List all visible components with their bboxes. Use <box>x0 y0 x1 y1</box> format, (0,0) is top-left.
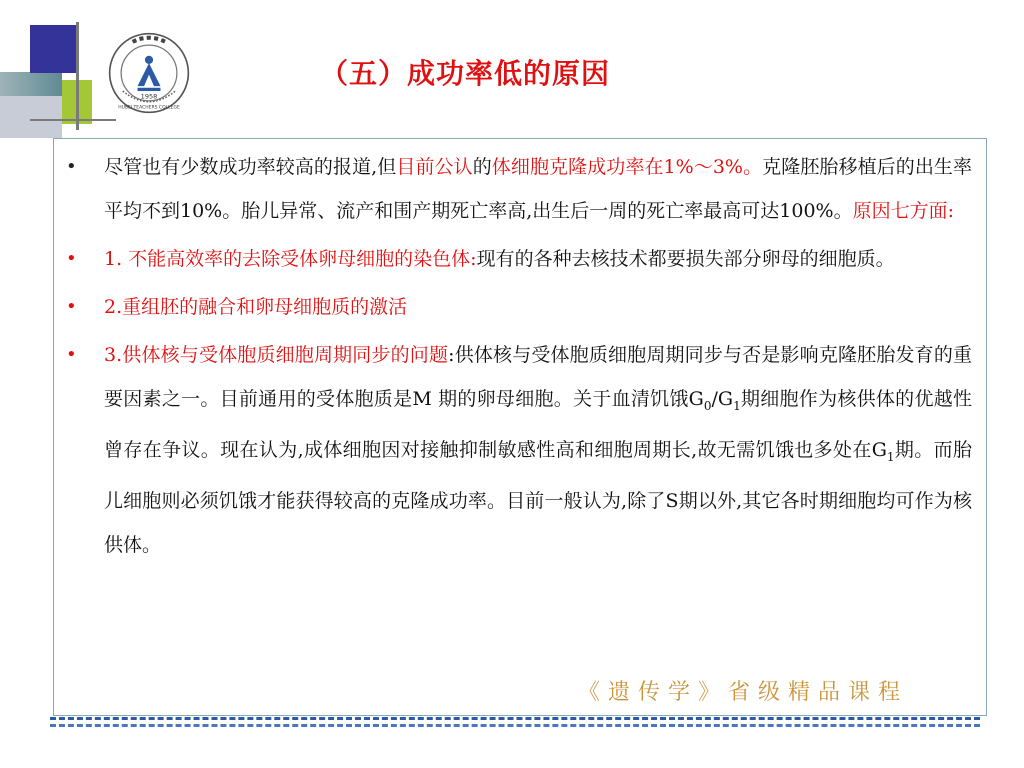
bullet-dot-icon: • <box>66 156 77 177</box>
body-text: 1 <box>886 449 895 464</box>
university-seal-icon <box>108 32 190 114</box>
highlight-text: 1. 不能高效率的去除受体卵母细胞的染色体: <box>104 248 477 270</box>
bullet-item <box>62 285 972 329</box>
highlight-text: 原因七方面: <box>852 200 954 222</box>
page-title: （五）成功率低的原因 <box>320 57 611 90</box>
body-text: 的 <box>472 156 492 178</box>
highlight-text: 2.重组胚的融合和卵母细胞质的激活 <box>104 296 408 318</box>
highlight-text: 目前公认 <box>396 156 473 178</box>
body-text: 期。而胎儿细胞则必须饥饿才能获得较高的克隆成功率。目前一般认为,除了S期以外,其它各时期细胞均可作为核供体。 <box>104 438 972 556</box>
footer-dashed-line <box>50 717 980 720</box>
bullet-item <box>62 145 972 233</box>
bullet-dot-icon: • <box>66 248 77 269</box>
body-text: 克隆胚胎移植后的出生率平均不到10%。胎儿异常、流产和围产期死亡率高,出生后一周的死亡率最高可达100%。 <box>104 156 972 222</box>
highlight-text: 3.供体核与受体胞质细胞周期同步的问题 <box>104 344 449 366</box>
bullet-dot-icon: • <box>66 344 77 365</box>
bullet-item <box>62 237 972 281</box>
decor-vertical-line <box>76 22 79 130</box>
body-text: 0 <box>703 398 712 413</box>
bullet-list <box>62 145 972 571</box>
body-text: 1 <box>733 398 741 413</box>
bullet-dot-icon: • <box>66 296 77 317</box>
body-text: 尽管也有少数成功率较高的报道,但 <box>104 156 397 178</box>
decor-navy-square <box>30 25 78 73</box>
body-text: 期细胞作为核供体的优越性曾存在争议。现在认为,成体细胞因对接触抑制敏感性高和细胞周期长,故无需饥饿也多处在G <box>104 388 972 461</box>
decor-horizontal-line <box>30 119 116 121</box>
decor-teal-bar <box>0 72 62 96</box>
body-text: :供体核与受体胞质细胞周期同步与否是影响克隆胚胎发育的重要因素之一。目前通用的受体胞质是M 期的卵母细胞。关于血清饥饿G <box>104 344 972 410</box>
body-text: 现有的各种去核技术都要损失部分卵母的细胞质。 <box>476 248 895 270</box>
logo-ring-text: HUBEI TEACHERS COLLEGE <box>118 105 180 111</box>
footer-dashed-line-secondary <box>50 724 980 727</box>
logo-year: 1958 <box>140 92 158 101</box>
highlight-text: 体细胞克隆成功率在1%～3%。 <box>491 156 763 178</box>
bullet-item <box>62 333 972 567</box>
course-label: 《遗传学》省级精品课程 <box>578 680 909 705</box>
body-text: /G <box>711 388 734 410</box>
